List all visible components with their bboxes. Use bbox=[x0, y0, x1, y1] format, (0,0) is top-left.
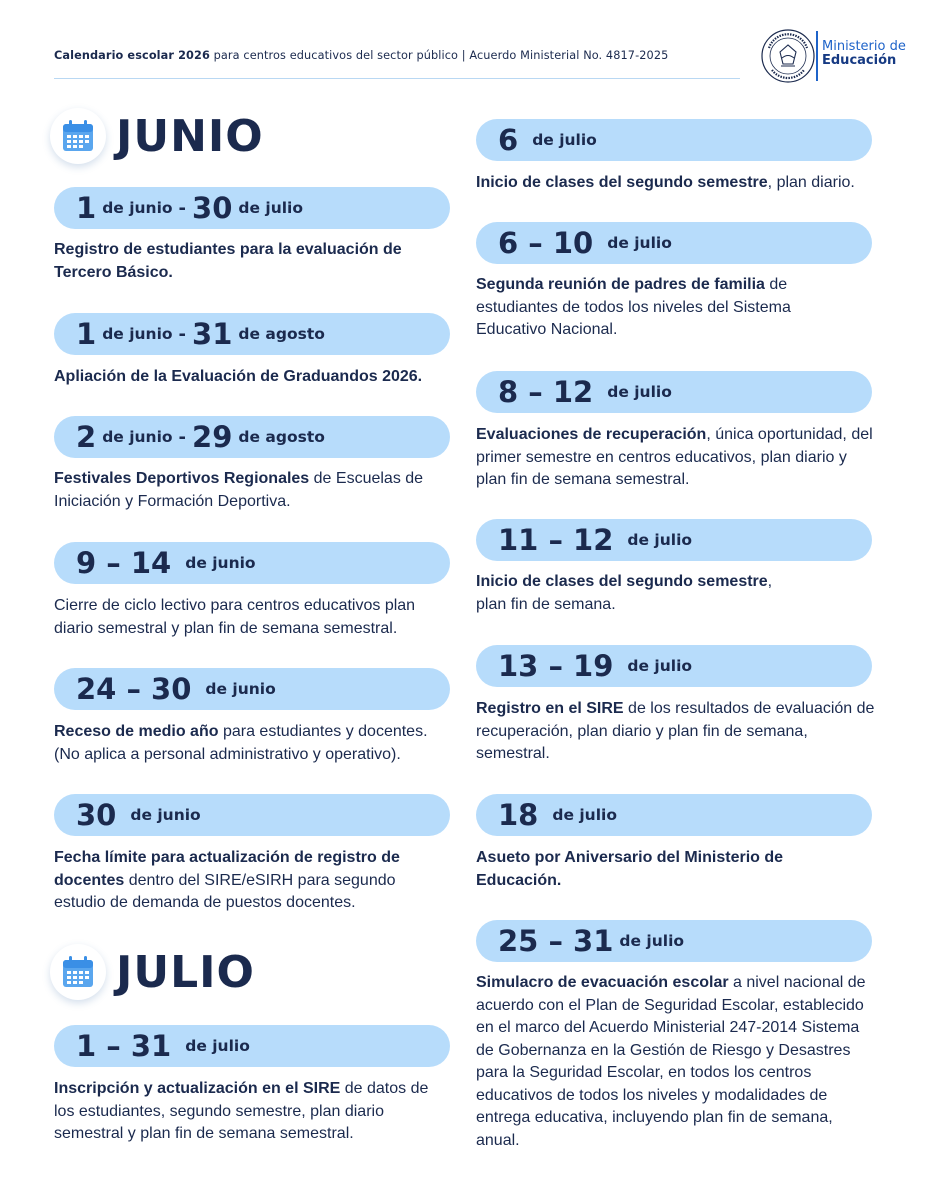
ministry-logo bbox=[822, 40, 906, 68]
date-month: de julio bbox=[619, 932, 685, 950]
event-highlight: Evaluaciones de recuperación bbox=[476, 426, 707, 443]
date-range: 24 – 30 bbox=[76, 672, 192, 706]
event-description bbox=[476, 424, 876, 492]
date-month: de junio bbox=[102, 199, 173, 217]
date-pill bbox=[476, 645, 872, 687]
event-highlight: Fecha límite para actualización de registro de docentes bbox=[54, 849, 400, 889]
date-day: 31 bbox=[192, 317, 233, 351]
event-highlight: Simulacro de evacuación escolar bbox=[476, 974, 729, 991]
event-text: de estudiantes de todos los niveles del Sistema Educativo Nacional. bbox=[476, 276, 791, 338]
event-description bbox=[54, 847, 434, 915]
date-pill bbox=[54, 794, 450, 836]
event-text: dentro del SIRE/eSIRH para segundo estudio de demanda de puestos docentes. bbox=[54, 871, 396, 911]
page-header bbox=[54, 49, 668, 62]
month-heading-julio bbox=[50, 944, 255, 1000]
header-title-rest: para centros educativos del sector público | Acuerdo Ministerial No. 4817-2025 bbox=[209, 49, 669, 62]
date-separator: - bbox=[178, 323, 187, 345]
date-day: 2 bbox=[76, 420, 97, 454]
date-range: 11 – 12 bbox=[498, 523, 614, 557]
event-highlight: Registro en el SIRE bbox=[476, 700, 624, 717]
date-month: de junio bbox=[185, 554, 256, 572]
date-month: de junio bbox=[130, 806, 201, 824]
date-pill bbox=[476, 222, 872, 264]
event-text: Cierre de ciclo lectivo para centros educativos plan diario semestral y plan fin de semana semestral. bbox=[54, 597, 416, 637]
date-pill bbox=[54, 542, 450, 584]
date-range: 8 – 12 bbox=[498, 375, 594, 409]
event-text: , plan diario. bbox=[767, 174, 855, 191]
date-month: de julio bbox=[607, 234, 672, 252]
event-highlight: Segunda reunión de padres de familia bbox=[476, 276, 765, 293]
date-range: 25 – 31 bbox=[498, 924, 614, 958]
event-highlight: Apliación de la Evaluación de Graduandos 2026. bbox=[54, 368, 423, 385]
date-pill bbox=[54, 187, 450, 229]
date-range: 6 bbox=[498, 123, 519, 157]
event-highlight: Inscripción y actualización en el SIRE bbox=[54, 1080, 341, 1097]
event-highlight: Inicio de clases del segundo semestre bbox=[476, 174, 768, 191]
date-pill bbox=[54, 668, 450, 710]
event-highlight: Festivales Deportivos Regionales bbox=[54, 470, 310, 487]
event-description bbox=[54, 468, 449, 513]
event-text: de Escuelas de Iniciación y Formación Deportiva. bbox=[54, 470, 424, 510]
event-highlight: Registro de estudiantes para la evaluación de Tercero Básico. bbox=[54, 241, 402, 281]
date-pill bbox=[54, 416, 450, 458]
event-description bbox=[54, 721, 454, 766]
date-range: 30 bbox=[76, 798, 117, 832]
date-pill bbox=[54, 313, 450, 355]
date-pill bbox=[476, 519, 872, 561]
event-description bbox=[54, 366, 454, 389]
event-description bbox=[54, 239, 449, 284]
event-description bbox=[476, 172, 876, 195]
date-month: de junio bbox=[205, 680, 276, 698]
month-title: JUNIO bbox=[116, 110, 264, 162]
date-day: 29 bbox=[192, 420, 233, 454]
event-text: para estudiantes y docentes. (No aplica a personal administrativo y operativo). bbox=[54, 723, 428, 763]
date-pill bbox=[476, 371, 872, 413]
event-description bbox=[476, 571, 806, 616]
header-divider bbox=[54, 78, 740, 79]
event-text: , única oportunidad, del primer semestre en centros educativos, plan diario y plan fin de semana semestral. bbox=[476, 426, 873, 488]
date-pill bbox=[54, 1025, 450, 1067]
calendar-icon bbox=[50, 944, 106, 1000]
logo-separator bbox=[816, 31, 818, 81]
date-range: 6 – 10 bbox=[498, 226, 594, 260]
date-day: 30 bbox=[192, 191, 233, 225]
date-pill bbox=[476, 794, 872, 836]
date-range: 9 – 14 bbox=[76, 546, 172, 580]
date-month: de junio bbox=[102, 325, 173, 343]
date-separator: - bbox=[178, 426, 187, 448]
event-description bbox=[54, 1078, 452, 1146]
date-pill bbox=[476, 119, 872, 161]
event-description bbox=[476, 972, 876, 1152]
event-highlight: Receso de medio año bbox=[54, 723, 219, 740]
date-month: de julio bbox=[532, 131, 597, 149]
month-title: JULIO bbox=[116, 946, 255, 998]
event-description bbox=[476, 698, 876, 766]
date-day: 1 bbox=[76, 191, 97, 225]
event-description bbox=[476, 274, 846, 342]
header-title-bold: Calendario escolar 2026 bbox=[54, 49, 210, 62]
date-month: de julio bbox=[627, 657, 693, 675]
date-month: de agosto bbox=[238, 428, 325, 446]
event-text: de datos de los estudiantes, segundo semestre, plan diario semestral y plan fin de semana semestral. bbox=[54, 1080, 429, 1142]
calendar-icon bbox=[50, 108, 106, 164]
event-description bbox=[476, 847, 796, 892]
date-month: de julio bbox=[238, 199, 304, 217]
date-range: 18 bbox=[498, 798, 539, 832]
date-separator: - bbox=[178, 197, 187, 219]
date-month: de julio bbox=[607, 383, 672, 401]
date-month: de julio bbox=[627, 531, 693, 549]
event-text: , plan fin de semana. bbox=[476, 573, 773, 613]
date-pill bbox=[476, 920, 872, 962]
event-description bbox=[54, 595, 454, 640]
event-highlight: Asueto por Aniversario del Ministerio de Educación. bbox=[476, 849, 784, 889]
guatemala-seal-icon bbox=[760, 28, 816, 84]
date-month: de junio bbox=[102, 428, 173, 446]
date-month: de julio bbox=[552, 806, 617, 824]
date-month: de agosto bbox=[238, 325, 325, 343]
date-range: 13 – 19 bbox=[498, 649, 614, 683]
event-highlight: Inicio de clases del segundo semestre bbox=[476, 573, 768, 590]
date-day: 1 bbox=[76, 317, 97, 351]
month-heading-junio bbox=[50, 108, 264, 164]
date-month: de julio bbox=[185, 1037, 250, 1055]
logo-line1: Ministerio de bbox=[822, 39, 906, 54]
event-text: a nivel nacional de acuerdo con el Plan de Seguridad Escolar, establecido en el marco del Acuerdo Ministerial 247-2014 Sistema de Gobernanza en la Gestión de Riesgo y Desastres para la Seguridad Escolar, en todos los centros educativos de todos los niveles y modalidades de entrega educativa, incluyendo plan fin de semana, anual. bbox=[476, 974, 866, 1149]
date-range: 1 – 31 bbox=[76, 1029, 172, 1063]
event-text: de los resultados de evaluación de recuperación, plan diario y plan fin de semana, semestral. bbox=[476, 700, 875, 762]
logo-line2: Educación bbox=[822, 53, 897, 68]
